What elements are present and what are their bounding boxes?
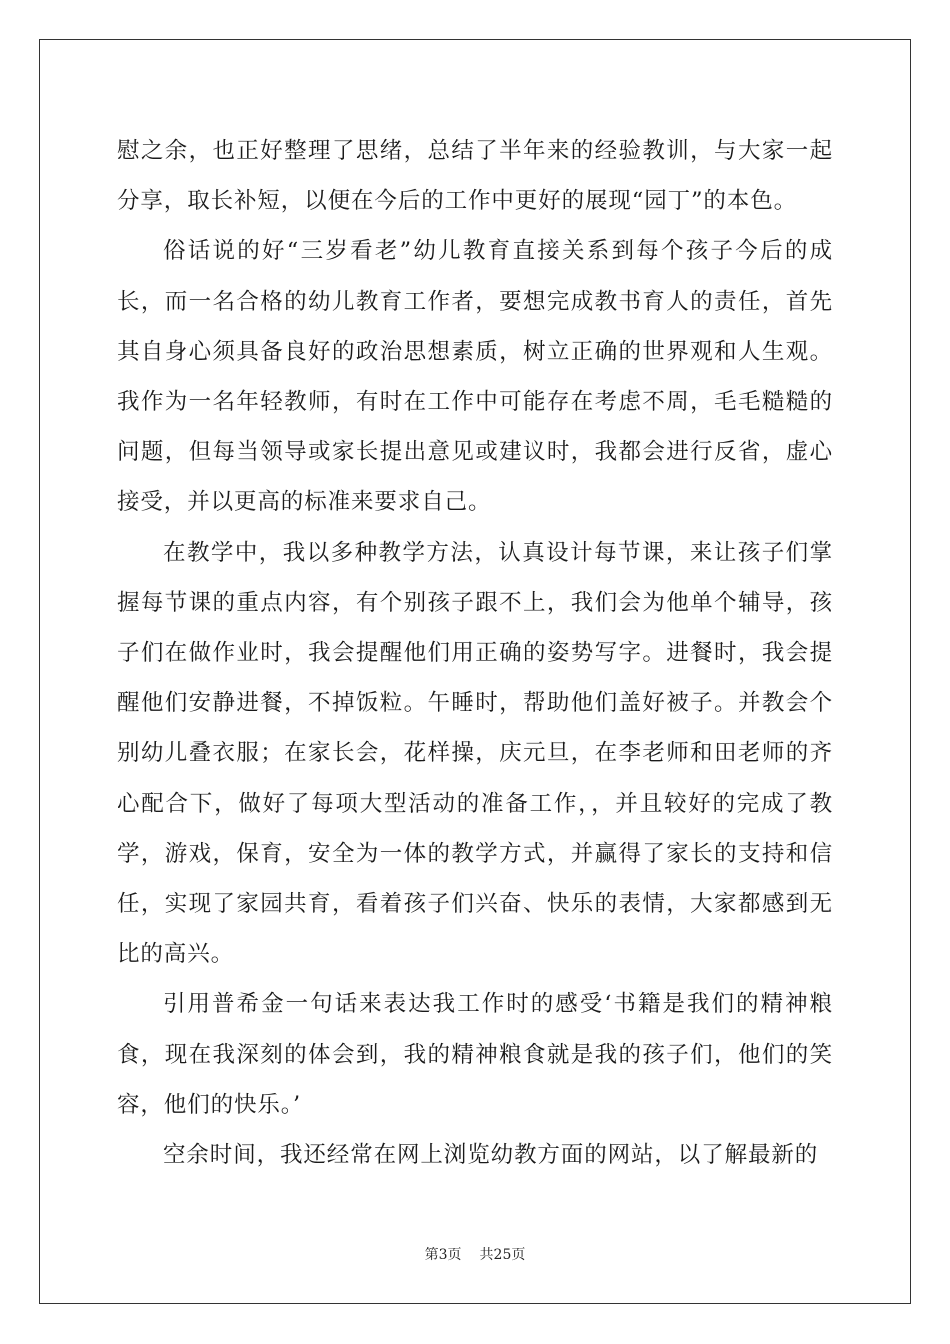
paragraph: 空余时间，我还经常在网上浏览幼教方面的网站，以了解最新的 bbox=[163, 1142, 819, 1169]
paragraph: 在教学中，我以多种教学方法，认真设计每节课，来让孩子们掌握每节课的重点内容，有个别孩子跟不上，我们会为他单个辅导，孩子们在做作业时，我会提醒他们用正确的姿势写字。进餐时，我会提醒他们安静进餐，不掉饭粒。午睡时，帮助他们盖好被子。并教会个别幼儿叠衣服；在家长会，花样操，庆元旦，在李老师和田老师的齐心配合下，做好了每项大型活动的准备工作，，并且较好的完成了教学，游戏，保育，安全为一体的教学方式，并赢得了家长的支持和信任，实现了家园共育，看着孩子们兴奋、快乐的表情，大家都感到无比的高兴。 bbox=[117, 539, 833, 968]
page-number-current: 第3页 bbox=[424, 1247, 462, 1263]
document-body bbox=[117, 126, 833, 1180]
paragraph: 慰之余，也正好整理了思绪，总结了半年来的经验教训，与大家一起分享，取长补短，以便在今后的工作中更好的展现“园丁”的本色。 bbox=[117, 138, 833, 215]
page-number-total: 共25页 bbox=[479, 1247, 526, 1263]
paragraph: 引用普希金一句话来表达我工作时的感受‘书籍是我们的精神粮食，现在我深刻的体会到，我的精神粮食就是我的孩子们，他们的笑容，他们的快乐。’ bbox=[117, 991, 833, 1118]
paragraph: 俗话说的好“三岁看老”幼儿教育直接关系到每个孩子今后的成长，而一名合格的幼儿教育工作者，要想完成教书育人的责任，首先其自身心须具备良好的政治思想素质，树立正确的世界观和人生观。我作为一名年轻教师，有时在工作中可能存在考虑不周，毛毛糙糙的问题，但每当领导或家长提出意见或建议时，我都会进行反省，虚心接受，并以更高的标准来要求自己。 bbox=[117, 238, 833, 516]
page-footer bbox=[0, 1246, 950, 1264]
